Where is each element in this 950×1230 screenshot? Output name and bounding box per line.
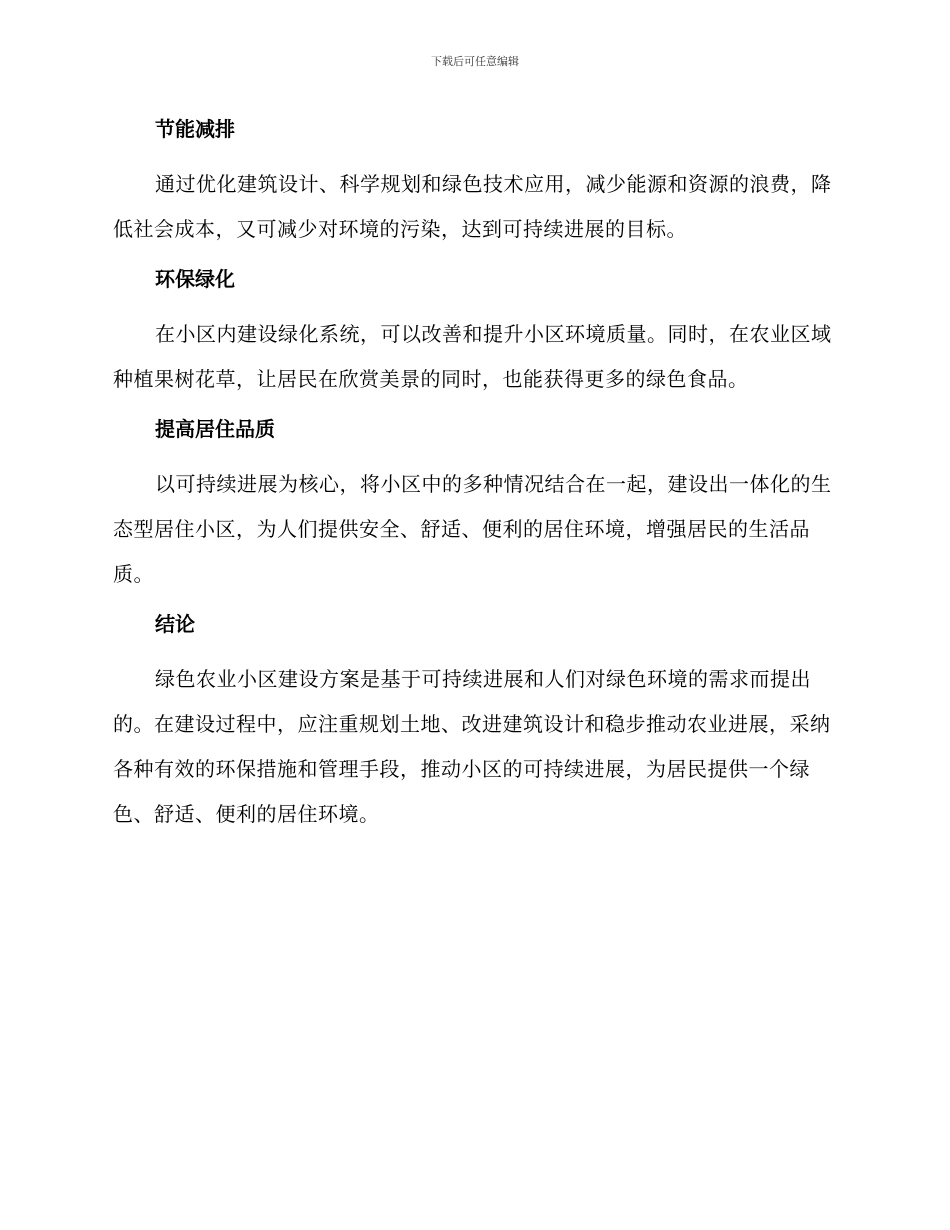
section-heading: 提高居住品质 <box>155 417 275 441</box>
document-body <box>113 112 833 847</box>
section-heading: 环保绿化 <box>155 267 235 291</box>
section-heading: 节能减排 <box>155 117 235 141</box>
section-energy-saving <box>113 112 833 252</box>
section-greening <box>113 262 833 402</box>
page-header: 下载后可任意编辑 <box>431 55 519 68</box>
section-paragraph: 在小区内建设绿化系统，可以改善和提升小区环境质量。同时，在农业区域种植果树花草，让居民在欣赏美景的同时，也能获得更多的绿色食品。 <box>113 322 832 391</box>
section-paragraph: 通过优化建筑设计、科学规划和绿色技术应用，减少能源和资源的浪费，降低社会成本，又可减少对环境的污染，达到可持续进展的目标。 <box>113 172 832 241</box>
section-paragraph: 绿色农业小区建设方案是基于可持续进展和人们对绿色环境的需求而提出的。在建设过程中，应注重规划土地、改进建筑设计和稳步推动农业进展，采纳各种有效的环保措施和管理手段，推动小区的可持续进展，为居民提供一个绿色、舒适、便利的居住环境。 <box>113 667 831 826</box>
section-conclusion <box>113 607 833 837</box>
section-heading: 结论 <box>155 612 195 636</box>
section-living-quality <box>113 412 833 597</box>
section-paragraph: 以可持续进展为核心，将小区中的多种情况结合在一起，建设出一体化的生态型居住小区，为人们提供安全、舒适、便利的居住环境，增强居民的生活品质。 <box>113 472 832 586</box>
